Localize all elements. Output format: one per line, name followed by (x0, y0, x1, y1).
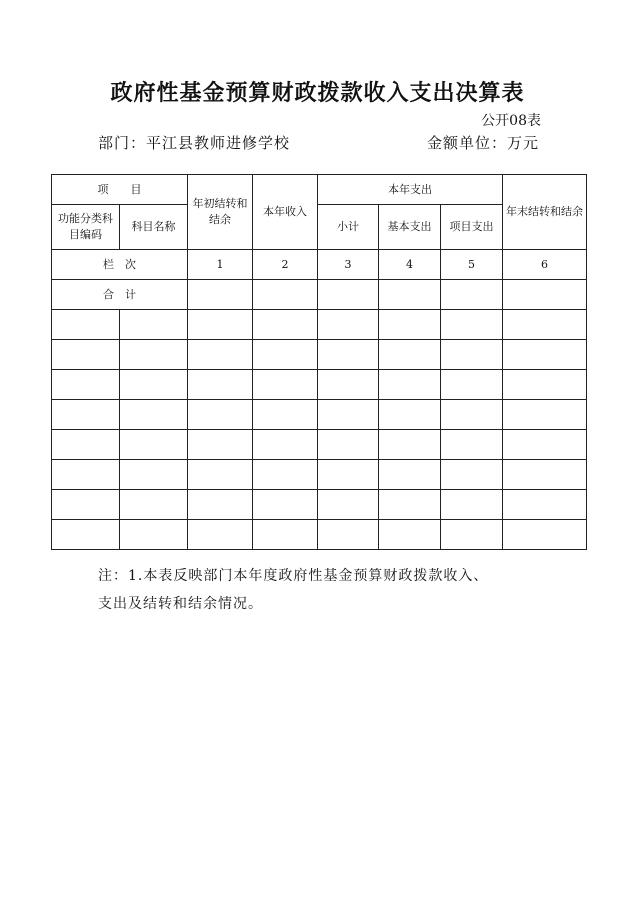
table-cell (188, 340, 253, 370)
column-number: 2 (253, 250, 318, 280)
table-cell (503, 460, 587, 490)
table-cell (120, 490, 188, 520)
table-cell (441, 400, 503, 430)
table-cell (188, 460, 253, 490)
table-cell (318, 340, 379, 370)
footnote-line: 支出及结转和结余情况。 (98, 596, 263, 612)
table-row (52, 340, 587, 370)
total-label: 合 计 (52, 280, 188, 310)
table-cell (253, 310, 318, 340)
table-cell (441, 460, 503, 490)
table-cell (441, 340, 503, 370)
footnote (98, 562, 548, 618)
header-end-balance: 年末结转和结余 (503, 175, 587, 250)
column-number: 4 (379, 250, 441, 280)
header-subtotal: 小计 (318, 205, 379, 250)
table-cell (379, 430, 441, 460)
form-number: 公开08表 (481, 113, 541, 129)
table-cell (253, 460, 318, 490)
table-cell (253, 340, 318, 370)
header-basic-expense: 基本支出 (379, 205, 441, 250)
table-cell (52, 430, 120, 460)
table-cell (318, 400, 379, 430)
table-cell (52, 370, 120, 400)
table-cell (503, 280, 587, 310)
table-row (52, 430, 587, 460)
table-cell (441, 520, 503, 550)
table-cell (120, 400, 188, 430)
table-cell (253, 370, 318, 400)
table-row (52, 400, 587, 430)
table-cell (441, 430, 503, 460)
table-cell (188, 400, 253, 430)
table-cell (188, 490, 253, 520)
table-cell (503, 340, 587, 370)
table-cell (188, 280, 253, 310)
table-row (52, 490, 587, 520)
table-cell (188, 430, 253, 460)
table-cell (318, 280, 379, 310)
table-cell (503, 310, 587, 340)
table-cell (379, 340, 441, 370)
table-cell (318, 370, 379, 400)
table-cell (253, 430, 318, 460)
table-cell (318, 430, 379, 460)
table-cell (441, 370, 503, 400)
total-row (52, 280, 587, 310)
table-cell (503, 430, 587, 460)
header-current-income: 本年收入 (253, 175, 318, 250)
header-function-code: 功能分类科目编码 (52, 205, 120, 250)
header-project-expense: 项目支出 (441, 205, 503, 250)
table-cell (120, 310, 188, 340)
table-cell (441, 490, 503, 520)
table-cell (503, 370, 587, 400)
table-cell (503, 490, 587, 520)
column-number: 6 (503, 250, 587, 280)
table-cell (253, 490, 318, 520)
header-row-1 (52, 175, 587, 205)
table-cell (318, 490, 379, 520)
table-cell (188, 310, 253, 340)
table-body (52, 310, 587, 550)
footnote-line: 注：1.本表反映部门本年度政府性基金预算财政拨款收入、 (98, 568, 489, 584)
department-label: 部门：平江县教师进修学校 (98, 134, 291, 152)
table-cell (503, 400, 587, 430)
header-subject-name: 科目名称 (120, 205, 188, 250)
table-cell (120, 430, 188, 460)
table-cell (441, 280, 503, 310)
table-cell (379, 520, 441, 550)
table-cell (503, 520, 587, 550)
table-cell (379, 370, 441, 400)
table-cell (253, 520, 318, 550)
table-cell (52, 310, 120, 340)
table-cell (379, 490, 441, 520)
table-cell (120, 460, 188, 490)
table-cell (120, 520, 188, 550)
table-cell (188, 370, 253, 400)
table-row (52, 310, 587, 340)
table-cell (379, 460, 441, 490)
page-title: 政府性基金预算财政拨款收入支出决算表 (110, 81, 525, 106)
table-cell (52, 520, 120, 550)
table-cell (120, 370, 188, 400)
table-cell (379, 310, 441, 340)
table-cell (441, 310, 503, 340)
table-row (52, 370, 587, 400)
table-cell (52, 400, 120, 430)
column-number: 5 (441, 250, 503, 280)
column-number-row (52, 250, 587, 280)
table-cell (52, 340, 120, 370)
table-cell (253, 280, 318, 310)
header-current-expense: 本年支出 (318, 175, 503, 205)
table-cell (318, 310, 379, 340)
table-cell (318, 460, 379, 490)
table-row (52, 460, 587, 490)
column-label: 栏 次 (52, 250, 188, 280)
table-cell (253, 400, 318, 430)
table-cell (379, 280, 441, 310)
table-cell (52, 460, 120, 490)
budget-table (51, 174, 587, 550)
table-cell (120, 340, 188, 370)
column-number: 1 (188, 250, 253, 280)
table-cell (188, 520, 253, 550)
header-item: 项 目 (52, 175, 188, 205)
table-row (52, 520, 587, 550)
column-number: 3 (318, 250, 379, 280)
header-begin-balance: 年初结转和结余 (188, 175, 253, 250)
table-cell (52, 490, 120, 520)
table-cell (379, 400, 441, 430)
table-cell (318, 520, 379, 550)
amount-unit-label: 金额单位：万元 (426, 134, 539, 152)
